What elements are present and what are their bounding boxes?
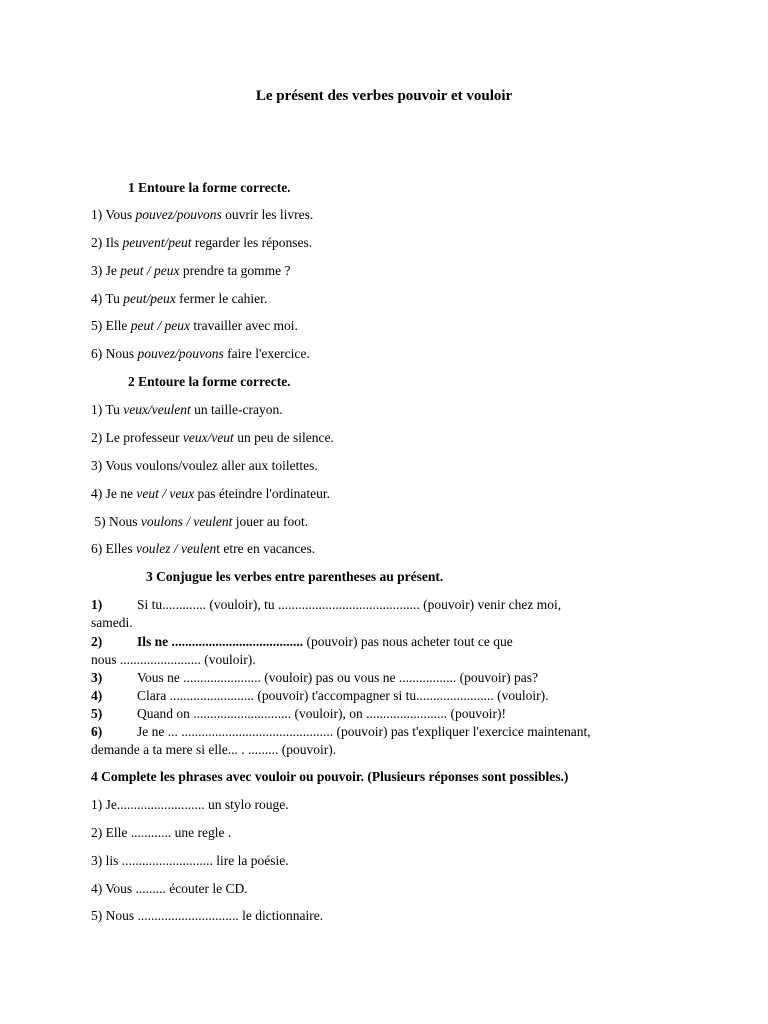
exercise-text: nous ........................ (vouloir). bbox=[91, 652, 256, 667]
exercise-text: demande a ta mere si elle... . ......... (pouvoir). bbox=[91, 742, 337, 757]
list-item: 6) Nous pouvez/pouvons faire l'exercice. bbox=[91, 346, 310, 361]
section-2-heading: 2 Entoure la forme correcte. bbox=[128, 374, 291, 389]
list-item: 1) Tu veux/veulent un taille-crayon. bbox=[91, 402, 283, 417]
page-title: Le présent des verbes pouvoir et vouloir bbox=[255, 88, 513, 104]
list-item: 2) Ils peuvent/peut regarder les réponses. bbox=[91, 235, 313, 250]
list-item: 4) Je ne veut / veux pas éteindre l'ordinateur. bbox=[91, 486, 330, 501]
exercise-text: Clara ......................... (pouvoir) t'accompagner si tu....................... (vouloir). bbox=[137, 688, 549, 703]
list-item: 4) Vous ......... écouter le CD. bbox=[91, 881, 248, 896]
list-item: 5) Nous voulons / veulent jouer au foot. bbox=[91, 514, 309, 529]
exercise-number: 5) bbox=[91, 706, 103, 721]
section-4-heading: 4 Complete les phrases avec vouloir ou pouvoir. (Plusieurs réponses sont possibles.) bbox=[91, 769, 569, 784]
list-item: 3) lis ........................... lire la poésie. bbox=[91, 853, 289, 868]
section-1-heading: 1 Entoure la forme correcte. bbox=[128, 180, 291, 195]
list-item: 1) Je.......................... un stylo rouge. bbox=[91, 797, 289, 812]
exercise-text: Quand on ............................. (vouloir), on ........................ (pouvoir)! bbox=[137, 706, 506, 721]
list-item: 3) Je peut / peux prendre ta gomme ? bbox=[91, 263, 291, 278]
list-item: 4) Tu peut/peux fermer le cahier. bbox=[91, 291, 268, 306]
exercise-number: 4) bbox=[91, 688, 103, 703]
section-3-heading: 3 Conjugue les verbes entre parentheses au présent. bbox=[146, 569, 444, 584]
list-item: 5) Nous .............................. le dictionnaire. bbox=[91, 908, 324, 923]
exercise-number: 2) bbox=[91, 634, 103, 649]
exercise-number: 6) bbox=[91, 724, 103, 739]
exercise-text: Je ne ... ............................................. (pouvoir) pas t'expliquer l'exercice maintenant, bbox=[137, 724, 591, 739]
exercise-number: 1) bbox=[91, 597, 103, 612]
list-item: 5) Elle peut / peux travailler avec moi. bbox=[91, 318, 298, 333]
list-item: 2) Le professeur veux/veut un peu de silence. bbox=[91, 430, 334, 445]
list-item: 1) Vous pouvez/pouvons ouvrir les livres. bbox=[91, 207, 314, 222]
exercise-text: Si tu............. (vouloir), tu .......................................... (pouvoir) venir chez moi, bbox=[137, 597, 562, 612]
exercise-text: Ils ne ....................................... (pouvoir) pas nous acheter tout ce que bbox=[137, 634, 513, 649]
list-item: 2) Elle ............ une regle . bbox=[91, 825, 232, 840]
exercise-number: 3) bbox=[91, 670, 103, 685]
exercise-text: Vous ne ....................... (vouloir) pas ou vous ne ................. (pouvoir) pas? bbox=[137, 670, 538, 685]
exercise-text: samedi. bbox=[91, 615, 133, 630]
list-item: 6) Elles voulez / veulent etre en vacances. bbox=[91, 541, 316, 556]
list-item: 3) Vous voulons/voulez aller aux toilettes. bbox=[91, 458, 318, 473]
